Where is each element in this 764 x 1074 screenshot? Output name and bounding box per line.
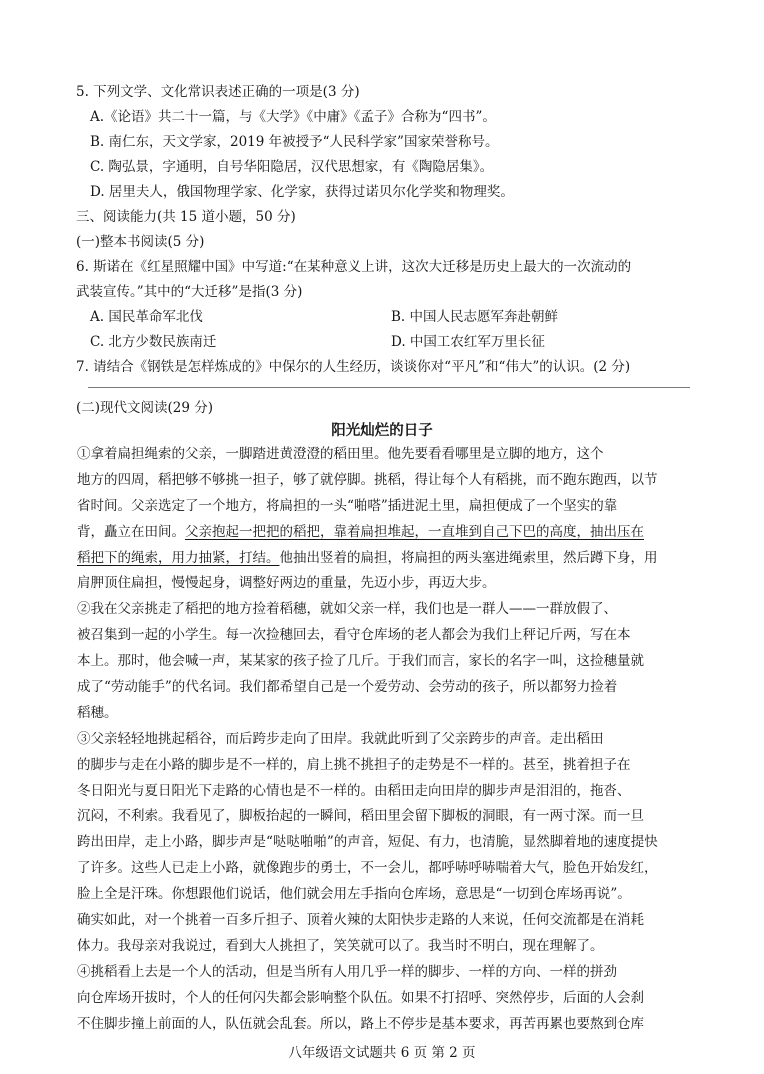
- paragraph-3-line: 脸上全是汗珠。你想跟他们说话，他们就会用左手指向仓库场，意思是“一切到仓库场再说”。: [77, 886, 631, 903]
- paragraph-3-line: 确实如此，对一个挑着一百多斤担子、顶着火辣的太阳快步走路的人来说，任何交流都是在消耗: [77, 912, 644, 929]
- q7-stem: 7. 请结合《钢铁是怎样炼成的》中保尔的人生经历，谈谈你对“平凡”和“伟大”的认识。(2 分): [76, 359, 631, 375]
- article-body: [77, 442, 692, 1037]
- article-title: 阳光灿烂的日子: [331, 422, 433, 439]
- underlined-sentence: 父亲抱起一把把的稻把，靠着扁担堆起，一直堆到自己下巴的高度，抽出压在: [185, 523, 644, 540]
- paragraph-2-line: 本上。那时，他会喊一声，某某家的孩子捡了几斤。于我们而言，家长的名字一叫，这捡穗量就: [77, 653, 644, 670]
- page-footer: 八年级语文试题共 6 页 第 2 页: [288, 1045, 476, 1061]
- q6-option-b: B. 中国人民志愿军奔赴朝鲜: [391, 309, 559, 325]
- paragraph-1-line: ①拿着扁担绳索的父亲，一脚踏进黄澄澄的稻田里。他先要看看哪里是立脚的地方，这个: [77, 446, 604, 462]
- paragraph-1-line: 省时间。父亲选定了一个地方，将扁担的一头“啪嗒”插进泥土里，扁担便成了一个坚实的靠: [77, 497, 618, 514]
- paragraph-3-line: 的脚步与走在小路的脚步是不一样的，肩上挑不挑担子的走势是不一样的。甚至，挑着担子在: [77, 756, 631, 773]
- q5-option-a: A.《论语》共二十一篇，与《大学》《中庸》《孟子》合称为“四书”。: [90, 109, 496, 125]
- q6-stem-line1: 6. 斯诺在《红星照耀中国》中写道:“在某种意义上讲，这次大迁移是历史上最大的一次流动的: [76, 259, 632, 275]
- paragraph-2-line: 被召集到一起的小学生。每一次捡穗回去，看守仓库场的老人都会为我们上秤记斤两，写在本: [77, 627, 631, 644]
- q6-options-row2: [76, 330, 692, 355]
- subsection-1-title: (一)整本书阅读(5 分): [76, 234, 205, 250]
- paragraph-4-line: 不住脚步撞上前面的人，队伍就会乱套。所以，路上不停步是基本要求，再苦再累也要熬到仓库: [77, 1015, 644, 1032]
- paragraph-3-line: 冬日阳光与夏日阳光下走路的心情也是不一样的。由稻田走向田岸的脚步声是泪泪的，拖沓、: [77, 782, 631, 799]
- paragraph-4-line: 向仓库场开拔时，个人的任何闪失都会影响整个队伍。如果不打招呼、突然停步，后面的人会刹: [77, 989, 644, 1006]
- paragraph-1-line: [77, 520, 692, 546]
- questions-block: [76, 80, 692, 380]
- q5-option-d: D. 居里夫人，俄国物理学家、化学家，获得过诺贝尔化学奖和物理奖。: [90, 184, 514, 200]
- q6-option-a: A. 国民革命军北伐: [90, 309, 203, 325]
- section-3-title: 三、阅读能力(共 15 道小题，50 分): [76, 209, 296, 225]
- paragraph-2-line: 成了“劳动能手”的代名词。我们都希望自己是一个爱劳动、会劳动的孩子，所以都努力捡着: [77, 679, 618, 696]
- text-span: 他抽出竖着的扁担，将扁担的两头塞进绳索里，然后蹲下身，用: [279, 549, 658, 566]
- q6-option-c: C. 北方少数民族南迁: [90, 334, 217, 350]
- q6-stem-line2: 武装宣传。”其中的“大迁移”是指(3 分): [76, 284, 303, 300]
- paragraph-2-line: ②我在父亲挑走了稻把的地方捡着稻穗，就如父亲一样，我们也是一群人——一群放假了、: [77, 601, 617, 618]
- paragraph-3-line: 了许多。这些人已走上小路，就像跑步的勇士，不一会儿，都呼哧呼哧喘着大气，脸色开始发红，: [77, 860, 658, 877]
- paragraph-3-line: ③父亲轻轻地挑起稻谷，而后跨步走向了田岸。我就此听到了父亲跨步的声音。走出稻田: [77, 730, 604, 747]
- paragraph-3-line: 体力。我母亲对我说过，看到大人挑担了，笑笑就可以了。我当时不明白，现在理解了。: [77, 937, 604, 954]
- underlined-sentence: 稻把下的绳索，用力抽紧，打结。: [77, 549, 280, 566]
- answer-line: [88, 387, 690, 388]
- q6-options-row1: [76, 305, 692, 330]
- paragraph-4-line: ④挑稻看上去是一个人的活动，但是当所有人用几乎一样的脚步、一样的方向、一样的拼劲: [77, 963, 617, 980]
- paragraph-3-line: 跨出田岸，走上小路，脚步声是“哒哒啪啪”的声音，短促、有力，也清脆，显然脚着地的速度提快: [77, 834, 658, 851]
- q5-stem: 5. 下列文学、文化常识表述正确的一项是(3 分): [76, 84, 360, 100]
- paragraph-1-line: 肩胛顶住扁担，慢慢起身，调整好两边的重量，先迈小步，再迈大步。: [77, 575, 496, 592]
- q6-option-d: D. 中国工农红军万里长征: [391, 334, 545, 350]
- q5-option-c: C. 陶弘景，字通明，自号华阳隐居，汉代思想家，有《陶隐居集》。: [90, 159, 494, 175]
- paragraph-1-line: [77, 546, 692, 572]
- paragraph-3-line: 沉闷，不利索。我看见了，脚板抬起的一瞬间，稻田里会留下脚板的洞眼，有一两寸深。而一旦: [77, 808, 644, 825]
- q5-option-b: B. 南仁东，天文学家，2019 年被授予“人民科学家”国家荣誉称号。: [90, 134, 499, 150]
- paragraph-1-line: 地方的四周，稻把够不够挑一担子，够了就停脚。挑稻，得让每个人有稻挑，而不跑东跑西，以节: [77, 471, 658, 488]
- subsection-2-title: (二)现代文阅读(29 分): [76, 400, 214, 416]
- text-span: 背，矗立在田间。: [77, 523, 185, 540]
- paragraph-2-line: 稻穗。: [77, 704, 118, 721]
